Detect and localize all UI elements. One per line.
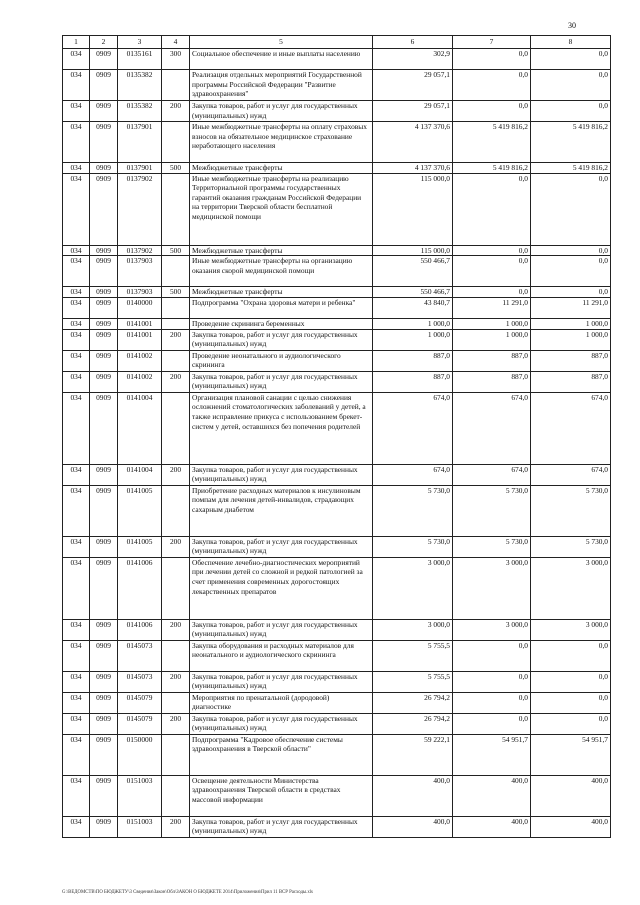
budget-admin-code-cell: 034: [63, 287, 90, 298]
amount-year-2-cell: 0,0: [453, 173, 531, 245]
expense-type-code-cell: 200: [162, 464, 190, 485]
table-row: [63, 49, 611, 70]
expense-type-code-cell: [162, 392, 190, 464]
section-code-cell: 0909: [90, 329, 118, 350]
expense-type-code-cell: [162, 173, 190, 245]
budget-admin-code-cell: 034: [63, 350, 90, 371]
amount-year-1-cell: 674,0: [373, 392, 453, 464]
table-row: [63, 287, 611, 298]
section-code-cell: 0909: [90, 49, 118, 70]
amount-year-1-cell: 887,0: [373, 350, 453, 371]
expense-type-code-cell: 200: [162, 713, 190, 734]
section-code-cell: 0909: [90, 392, 118, 464]
budget-admin-code-cell: 034: [63, 318, 90, 329]
amount-year-3-cell: 0,0: [531, 245, 611, 256]
budget-admin-code-cell: 034: [63, 173, 90, 245]
amount-year-1-cell: 5 730,0: [373, 485, 453, 536]
expense-type-code-cell: [162, 122, 190, 163]
budget-table: [62, 35, 611, 838]
table-row: [63, 256, 611, 287]
expense-type-code-cell: [162, 640, 190, 671]
expense-name-cell: Межбюджетные трансферты: [190, 245, 373, 256]
table-header-row: [63, 36, 611, 49]
expense-name-cell: Закупка товаров, работ и услуг для государственных (муниципальных) нужд: [190, 464, 373, 485]
amount-year-3-cell: 5 730,0: [531, 485, 611, 536]
amount-year-1-cell: 115 000,0: [373, 173, 453, 245]
target-article-code-cell: 0140000: [118, 297, 162, 318]
expense-name-cell: Межбюджетные трансферты: [190, 287, 373, 298]
column-header: 7: [453, 36, 531, 49]
table-row: [63, 350, 611, 371]
amount-year-2-cell: 1 000,0: [453, 318, 531, 329]
expense-name-cell: Иные межбюджетные трансферты на реализацию Территориальной программы государственных гарантий оказания гражданам Российской Федерации на территории Тверской области бесплатной медицинской помощи: [190, 173, 373, 245]
amount-year-3-cell: 674,0: [531, 392, 611, 464]
expense-name-cell: Проведение скрининга беременных: [190, 318, 373, 329]
expense-name-cell: Закупка оборудования и расходных материалов для неонатального и аудиологического скрининга: [190, 640, 373, 671]
target-article-code-cell: 0141006: [118, 557, 162, 619]
column-header: 6: [373, 36, 453, 49]
section-code-cell: 0909: [90, 557, 118, 619]
amount-year-1-cell: 4 137 370,6: [373, 163, 453, 174]
section-code-cell: 0909: [90, 464, 118, 485]
expense-name-cell: Подпрограмма "Кадровое обеспечение системы здравоохранения в Тверской области": [190, 734, 373, 775]
amount-year-3-cell: 0,0: [531, 713, 611, 734]
expense-name-cell: Закупка товаров, работ и услуг для государственных (муниципальных) нужд: [190, 671, 373, 692]
table-row: [63, 163, 611, 174]
section-code-cell: 0909: [90, 619, 118, 640]
table-row: [63, 464, 611, 485]
section-code-cell: 0909: [90, 350, 118, 371]
expense-name-cell: Освещение деятельности Министерства здравоохранения Тверской области в средствах массовой информации: [190, 775, 373, 816]
amount-year-3-cell: 0,0: [531, 256, 611, 287]
expense-type-code-cell: 200: [162, 816, 190, 837]
target-article-code-cell: 0151003: [118, 816, 162, 837]
expense-name-cell: Иные межбюджетные трансферты на оплату страховых взносов на обязательное медицинское страхование неработающего населения: [190, 122, 373, 163]
target-article-code-cell: 0141004: [118, 464, 162, 485]
amount-year-1-cell: 550 466,7: [373, 287, 453, 298]
expense-type-code-cell: [162, 557, 190, 619]
table-row: [63, 640, 611, 671]
target-article-code-cell: 0135382: [118, 70, 162, 101]
expense-type-code-cell: [162, 70, 190, 101]
amount-year-3-cell: 1 000,0: [531, 318, 611, 329]
expense-type-code-cell: [162, 297, 190, 318]
amount-year-1-cell: 29 057,1: [373, 101, 453, 122]
amount-year-1-cell: 29 057,1: [373, 70, 453, 101]
budget-admin-code-cell: 034: [63, 816, 90, 837]
target-article-code-cell: 0137903: [118, 287, 162, 298]
target-article-code-cell: 0145073: [118, 640, 162, 671]
page-number: 30: [568, 21, 576, 30]
amount-year-3-cell: 5 419 816,2: [531, 163, 611, 174]
target-article-code-cell: 0135382: [118, 101, 162, 122]
amount-year-1-cell: 43 840,7: [373, 297, 453, 318]
amount-year-2-cell: 0,0: [453, 671, 531, 692]
target-article-code-cell: 0137903: [118, 256, 162, 287]
amount-year-2-cell: 5 730,0: [453, 536, 531, 557]
budget-admin-code-cell: 034: [63, 371, 90, 392]
amount-year-2-cell: 11 291,0: [453, 297, 531, 318]
amount-year-3-cell: 0,0: [531, 173, 611, 245]
amount-year-2-cell: 0,0: [453, 49, 531, 70]
target-article-code-cell: 0141001: [118, 329, 162, 350]
amount-year-3-cell: 11 291,0: [531, 297, 611, 318]
table-row: [63, 713, 611, 734]
budget-admin-code-cell: 034: [63, 297, 90, 318]
table-row: [63, 775, 611, 816]
amount-year-3-cell: 3 000,0: [531, 557, 611, 619]
amount-year-2-cell: 0,0: [453, 101, 531, 122]
amount-year-3-cell: 0,0: [531, 101, 611, 122]
budget-admin-code-cell: 034: [63, 464, 90, 485]
amount-year-1-cell: 26 794,2: [373, 713, 453, 734]
expense-name-cell: Закупка товаров, работ и услуг для государственных (муниципальных) нужд: [190, 371, 373, 392]
table-row: [63, 122, 611, 163]
amount-year-3-cell: 0,0: [531, 70, 611, 101]
amount-year-3-cell: 0,0: [531, 671, 611, 692]
amount-year-3-cell: 0,0: [531, 640, 611, 671]
section-code-cell: 0909: [90, 318, 118, 329]
expense-name-cell: Закупка товаров, работ и услуг для государственных (муниципальных) нужд: [190, 619, 373, 640]
table-row: [63, 692, 611, 713]
budget-admin-code-cell: 034: [63, 671, 90, 692]
expense-type-code-cell: [162, 775, 190, 816]
table-row: [63, 70, 611, 101]
expense-type-code-cell: 200: [162, 536, 190, 557]
amount-year-3-cell: 887,0: [531, 350, 611, 371]
expense-name-cell: Межбюджетные трансферты: [190, 163, 373, 174]
target-article-code-cell: 0141004: [118, 392, 162, 464]
expense-name-cell: Проведение неонатального и аудиологического скрининга: [190, 350, 373, 371]
section-code-cell: 0909: [90, 122, 118, 163]
amount-year-1-cell: 4 137 370,6: [373, 122, 453, 163]
section-code-cell: 0909: [90, 371, 118, 392]
table-row: [63, 557, 611, 619]
expense-type-code-cell: 500: [162, 287, 190, 298]
amount-year-2-cell: 1 000,0: [453, 329, 531, 350]
budget-admin-code-cell: 034: [63, 329, 90, 350]
table-row: [63, 536, 611, 557]
amount-year-3-cell: 1 000,0: [531, 329, 611, 350]
expense-name-cell: Приобретение расходных материалов к инсулиновым помпам для лечения детей-инвалидов, страдающих сахарным диабетом: [190, 485, 373, 536]
section-code-cell: 0909: [90, 775, 118, 816]
expense-name-cell: Организация плановой санации с целью снижения осложнений стоматологических заболеваний у детей, а также исправление прикуса с использованием брекет-систем у детей, оставшихся без попечения родителей: [190, 392, 373, 464]
amount-year-1-cell: 115 000,0: [373, 245, 453, 256]
amount-year-1-cell: 400,0: [373, 775, 453, 816]
amount-year-2-cell: 674,0: [453, 464, 531, 485]
target-article-code-cell: 0141005: [118, 485, 162, 536]
target-article-code-cell: 0145079: [118, 713, 162, 734]
amount-year-3-cell: 0,0: [531, 49, 611, 70]
expense-name-cell: Реализация отдельных мероприятий Государственной программы Российской Федерации "Развитие здравоохранения": [190, 70, 373, 101]
amount-year-2-cell: 400,0: [453, 775, 531, 816]
amount-year-3-cell: 0,0: [531, 692, 611, 713]
amount-year-1-cell: 3 000,0: [373, 619, 453, 640]
amount-year-2-cell: 5 419 816,2: [453, 163, 531, 174]
amount-year-2-cell: 0,0: [453, 640, 531, 671]
budget-admin-code-cell: 034: [63, 101, 90, 122]
table-row: [63, 318, 611, 329]
table-row: [63, 245, 611, 256]
amount-year-2-cell: 674,0: [453, 392, 531, 464]
expense-name-cell: Обеспечение лечебно-диагностических мероприятий при лечении детей со сложной и редкой патологией за счет применения современных дорогостоящих лекарственных препаратов: [190, 557, 373, 619]
budget-admin-code-cell: 034: [63, 49, 90, 70]
table-row: [63, 173, 611, 245]
target-article-code-cell: 0135161: [118, 49, 162, 70]
target-article-code-cell: 0141001: [118, 318, 162, 329]
amount-year-2-cell: 887,0: [453, 350, 531, 371]
amount-year-2-cell: 0,0: [453, 245, 531, 256]
file-path-footer: G:\ВЕДОМСТВ\ПО БЮДЖЕТУ\3 Сведения\Закон\Обл\ЗАКОН О БЮДЖЕТЕ 2014\Приложения\Прил 11 ВСР Расходы.xls: [62, 890, 313, 895]
amount-year-2-cell: 0,0: [453, 70, 531, 101]
budget-admin-code-cell: 034: [63, 775, 90, 816]
expense-type-code-cell: [162, 692, 190, 713]
expense-name-cell: Закупка товаров, работ и услуг для государственных (муниципальных) нужд: [190, 713, 373, 734]
target-article-code-cell: 0141002: [118, 371, 162, 392]
budget-admin-code-cell: 034: [63, 256, 90, 287]
target-article-code-cell: 0141002: [118, 350, 162, 371]
section-code-cell: 0909: [90, 734, 118, 775]
expense-name-cell: Подпрограмма "Охрана здоровья матери и ребенка": [190, 297, 373, 318]
column-header: 1: [63, 36, 90, 49]
section-code-cell: 0909: [90, 163, 118, 174]
expense-type-code-cell: 500: [162, 245, 190, 256]
expense-type-code-cell: 200: [162, 619, 190, 640]
expense-type-code-cell: [162, 256, 190, 287]
amount-year-1-cell: 550 466,7: [373, 256, 453, 287]
budget-admin-code-cell: 034: [63, 713, 90, 734]
table-row: [63, 816, 611, 837]
section-code-cell: 0909: [90, 245, 118, 256]
amount-year-1-cell: 26 794,2: [373, 692, 453, 713]
expense-type-code-cell: [162, 350, 190, 371]
target-article-code-cell: 0137902: [118, 173, 162, 245]
expense-type-code-cell: 200: [162, 329, 190, 350]
amount-year-1-cell: 302,9: [373, 49, 453, 70]
target-article-code-cell: 0151003: [118, 775, 162, 816]
amount-year-1-cell: 1 000,0: [373, 318, 453, 329]
column-header: 5: [190, 36, 373, 49]
amount-year-2-cell: 5 730,0: [453, 485, 531, 536]
expense-type-code-cell: 200: [162, 101, 190, 122]
expense-name-cell: Социальное обеспечение и иные выплаты населению: [190, 49, 373, 70]
section-code-cell: 0909: [90, 671, 118, 692]
amount-year-1-cell: 5 755,5: [373, 640, 453, 671]
expense-type-code-cell: 200: [162, 671, 190, 692]
budget-admin-code-cell: 034: [63, 734, 90, 775]
target-article-code-cell: 0145079: [118, 692, 162, 713]
expense-type-code-cell: 200: [162, 371, 190, 392]
expense-name-cell: Закупка товаров, работ и услуг для государственных (муниципальных) нужд: [190, 101, 373, 122]
table-row: [63, 619, 611, 640]
section-code-cell: 0909: [90, 173, 118, 245]
amount-year-2-cell: 0,0: [453, 692, 531, 713]
table-body: [63, 49, 611, 838]
budget-admin-code-cell: 034: [63, 640, 90, 671]
amount-year-1-cell: 3 000,0: [373, 557, 453, 619]
table-row: [63, 329, 611, 350]
amount-year-3-cell: 887,0: [531, 371, 611, 392]
amount-year-3-cell: 674,0: [531, 464, 611, 485]
amount-year-3-cell: 5 419 816,2: [531, 122, 611, 163]
expense-name-cell: Закупка товаров, работ и услуг для государственных (муниципальных) нужд: [190, 816, 373, 837]
table-row: [63, 671, 611, 692]
table-row: [63, 297, 611, 318]
table-row: [63, 485, 611, 536]
section-code-cell: 0909: [90, 485, 118, 536]
expense-name-cell: Закупка товаров, работ и услуг для государственных (муниципальных) нужд: [190, 329, 373, 350]
expense-name-cell: Закупка товаров, работ и услуг для государственных (муниципальных) нужд: [190, 536, 373, 557]
budget-admin-code-cell: 034: [63, 70, 90, 101]
table-row: [63, 392, 611, 464]
section-code-cell: 0909: [90, 256, 118, 287]
target-article-code-cell: 0145073: [118, 671, 162, 692]
amount-year-3-cell: 400,0: [531, 775, 611, 816]
amount-year-2-cell: 5 419 816,2: [453, 122, 531, 163]
amount-year-3-cell: 3 000,0: [531, 619, 611, 640]
amount-year-3-cell: 5 730,0: [531, 536, 611, 557]
target-article-code-cell: 0137902: [118, 245, 162, 256]
table-row: [63, 734, 611, 775]
expense-type-code-cell: [162, 734, 190, 775]
section-code-cell: 0909: [90, 640, 118, 671]
target-article-code-cell: 0137901: [118, 163, 162, 174]
expense-type-code-cell: 500: [162, 163, 190, 174]
budget-admin-code-cell: 034: [63, 122, 90, 163]
budget-admin-code-cell: 034: [63, 536, 90, 557]
amount-year-3-cell: 54 951,7: [531, 734, 611, 775]
budget-admin-code-cell: 034: [63, 392, 90, 464]
amount-year-1-cell: 5 730,0: [373, 536, 453, 557]
section-code-cell: 0909: [90, 713, 118, 734]
amount-year-2-cell: 887,0: [453, 371, 531, 392]
amount-year-1-cell: 1 000,0: [373, 329, 453, 350]
expense-type-code-cell: 300: [162, 49, 190, 70]
amount-year-3-cell: 0,0: [531, 287, 611, 298]
amount-year-1-cell: 5 755,5: [373, 671, 453, 692]
column-header: 3: [118, 36, 162, 49]
amount-year-1-cell: 674,0: [373, 464, 453, 485]
table-row: [63, 101, 611, 122]
column-header: 2: [90, 36, 118, 49]
expense-name-cell: Иные межбюджетные трансферты на организацию оказания скорой медицинской помощи: [190, 256, 373, 287]
expense-name-cell: Мероприятия по пренатальной (дородовой) диагностике: [190, 692, 373, 713]
budget-admin-code-cell: 034: [63, 485, 90, 536]
budget-admin-code-cell: 034: [63, 163, 90, 174]
amount-year-2-cell: 0,0: [453, 256, 531, 287]
budget-admin-code-cell: 034: [63, 245, 90, 256]
amount-year-2-cell: 0,0: [453, 287, 531, 298]
target-article-code-cell: 0141005: [118, 536, 162, 557]
section-code-cell: 0909: [90, 816, 118, 837]
amount-year-2-cell: 3 000,0: [453, 619, 531, 640]
column-header: 8: [531, 36, 611, 49]
expense-type-code-cell: [162, 318, 190, 329]
amount-year-2-cell: 54 951,7: [453, 734, 531, 775]
amount-year-2-cell: 400,0: [453, 816, 531, 837]
table-row: [63, 371, 611, 392]
target-article-code-cell: 0141006: [118, 619, 162, 640]
amount-year-1-cell: 887,0: [373, 371, 453, 392]
expense-type-code-cell: [162, 485, 190, 536]
amount-year-1-cell: 59 222,1: [373, 734, 453, 775]
amount-year-3-cell: 400,0: [531, 816, 611, 837]
column-header: 4: [162, 36, 190, 49]
section-code-cell: 0909: [90, 536, 118, 557]
section-code-cell: 0909: [90, 70, 118, 101]
target-article-code-cell: 0137901: [118, 122, 162, 163]
amount-year-2-cell: 0,0: [453, 713, 531, 734]
section-code-cell: 0909: [90, 287, 118, 298]
amount-year-1-cell: 400,0: [373, 816, 453, 837]
section-code-cell: 0909: [90, 692, 118, 713]
amount-year-2-cell: 3 000,0: [453, 557, 531, 619]
section-code-cell: 0909: [90, 297, 118, 318]
budget-admin-code-cell: 034: [63, 692, 90, 713]
target-article-code-cell: 0150000: [118, 734, 162, 775]
budget-admin-code-cell: 034: [63, 619, 90, 640]
budget-admin-code-cell: 034: [63, 557, 90, 619]
section-code-cell: 0909: [90, 101, 118, 122]
